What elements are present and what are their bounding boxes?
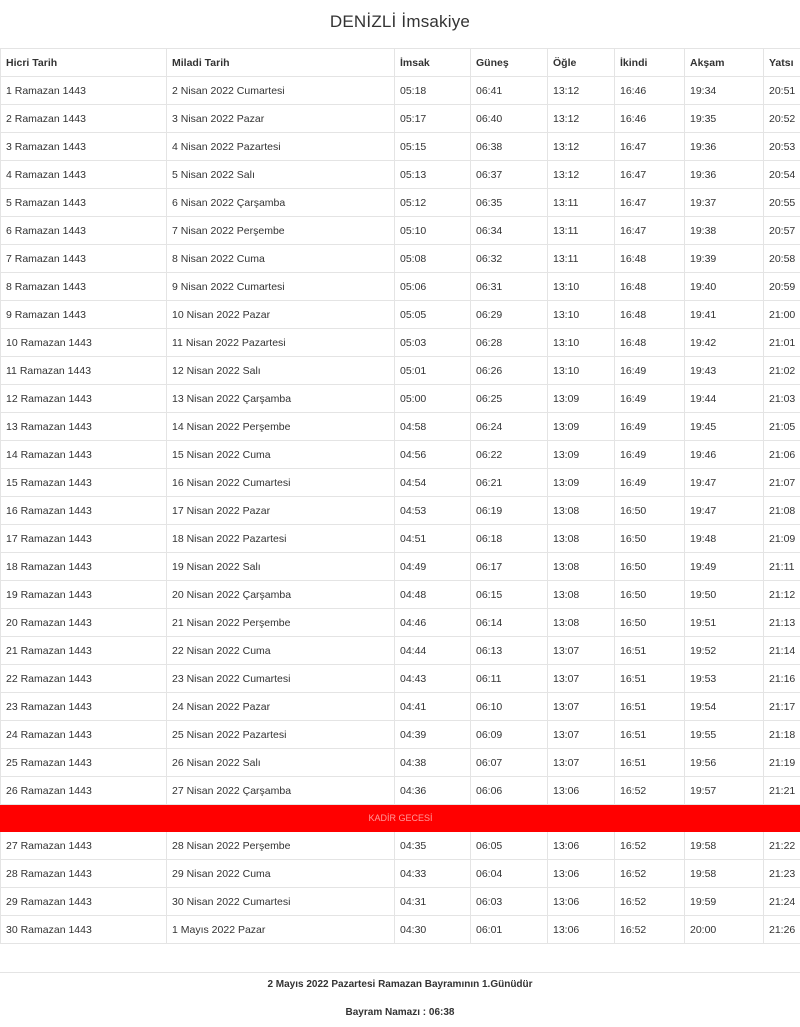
cell-ikindi: 16:49	[615, 441, 685, 469]
cell-imsak: 04:36	[395, 777, 471, 805]
cell-yatsi: 21:26	[764, 916, 800, 944]
cell-hicri: 20 Ramazan 1443	[1, 609, 167, 637]
cell-ogle: 13:07	[548, 721, 615, 749]
cell-yatsi: 21:18	[764, 721, 800, 749]
cell-miladi: 22 Nisan 2022 Cuma	[167, 637, 395, 665]
cell-yatsi: 20:51	[764, 77, 800, 105]
cell-miladi: 20 Nisan 2022 Çarşamba	[167, 581, 395, 609]
cell-ikindi: 16:49	[615, 413, 685, 441]
cell-yatsi: 21:23	[764, 860, 800, 888]
cell-gunes: 06:17	[471, 553, 548, 581]
table-row	[1, 469, 800, 497]
cell-gunes: 06:18	[471, 525, 548, 553]
cell-hicri: 9 Ramazan 1443	[1, 301, 167, 329]
cell-imsak: 04:56	[395, 441, 471, 469]
cell-miladi: 4 Nisan 2022 Pazartesi	[167, 133, 395, 161]
cell-gunes: 06:04	[471, 860, 548, 888]
cell-aksam: 19:55	[685, 721, 764, 749]
cell-imsak: 04:49	[395, 553, 471, 581]
cell-hicri: 11 Ramazan 1443	[1, 357, 167, 385]
cell-yatsi: 21:07	[764, 469, 800, 497]
cell-imsak: 05:06	[395, 273, 471, 301]
cell-miladi: 21 Nisan 2022 Perşembe	[167, 609, 395, 637]
cell-yatsi: 21:14	[764, 637, 800, 665]
cell-ogle: 13:10	[548, 357, 615, 385]
cell-ogle: 13:06	[548, 777, 615, 805]
table-row	[1, 497, 800, 525]
cell-gunes: 06:10	[471, 693, 548, 721]
bayram-namazi: Bayram Namazı : 06:38	[345, 1007, 455, 1018]
cell-yatsi: 21:08	[764, 497, 800, 525]
table-row	[1, 77, 800, 105]
table-body	[1, 77, 800, 944]
cell-miladi: 12 Nisan 2022 Salı	[167, 357, 395, 385]
cell-ikindi: 16:47	[615, 217, 685, 245]
cell-ikindi: 16:50	[615, 581, 685, 609]
cell-aksam: 19:47	[685, 497, 764, 525]
cell-hicri: 18 Ramazan 1443	[1, 553, 167, 581]
cell-imsak: 04:41	[395, 693, 471, 721]
cell-hicri: 14 Ramazan 1443	[1, 441, 167, 469]
table-row	[1, 413, 800, 441]
cell-hicri: 24 Ramazan 1443	[1, 721, 167, 749]
table-row	[1, 832, 800, 860]
cell-imsak: 05:05	[395, 301, 471, 329]
cell-hicri: 2 Ramazan 1443	[1, 105, 167, 133]
cell-imsak: 04:44	[395, 637, 471, 665]
cell-gunes: 06:03	[471, 888, 548, 916]
table-row	[1, 273, 800, 301]
page-title: DENİZLİ İmsakiye	[329, 12, 471, 31]
cell-hicri: 30 Ramazan 1443	[1, 916, 167, 944]
cell-miladi: 28 Nisan 2022 Perşembe	[167, 832, 395, 860]
cell-imsak: 05:01	[395, 357, 471, 385]
cell-ikindi: 16:48	[615, 301, 685, 329]
cell-yatsi: 21:22	[764, 832, 800, 860]
cell-hicri: 15 Ramazan 1443	[1, 469, 167, 497]
cell-imsak: 04:53	[395, 497, 471, 525]
cell-gunes: 06:13	[471, 637, 548, 665]
cell-imsak: 04:58	[395, 413, 471, 441]
cell-hicri: 7 Ramazan 1443	[1, 245, 167, 273]
cell-ogle: 13:06	[548, 860, 615, 888]
column-header-ogle: Öğle	[548, 49, 615, 77]
cell-ikindi: 16:52	[615, 832, 685, 860]
table-row	[1, 385, 800, 413]
cell-aksam: 19:42	[685, 329, 764, 357]
cell-aksam: 19:58	[685, 860, 764, 888]
cell-ogle: 13:09	[548, 413, 615, 441]
cell-gunes: 06:06	[471, 777, 548, 805]
cell-yatsi: 20:52	[764, 105, 800, 133]
table-row	[1, 721, 800, 749]
table-row	[1, 916, 800, 944]
cell-miladi: 5 Nisan 2022 Salı	[167, 161, 395, 189]
cell-imsak: 04:39	[395, 721, 471, 749]
table-row	[1, 888, 800, 916]
cell-miladi: 9 Nisan 2022 Cumartesi	[167, 273, 395, 301]
cell-ogle: 13:09	[548, 469, 615, 497]
cell-imsak: 04:54	[395, 469, 471, 497]
cell-gunes: 06:22	[471, 441, 548, 469]
cell-gunes: 06:26	[471, 357, 548, 385]
cell-miladi: 25 Nisan 2022 Pazartesi	[167, 721, 395, 749]
cell-ikindi: 16:46	[615, 77, 685, 105]
cell-gunes: 06:37	[471, 161, 548, 189]
cell-imsak: 04:38	[395, 749, 471, 777]
table-row	[1, 665, 800, 693]
table-row	[1, 637, 800, 665]
cell-ikindi: 16:50	[615, 609, 685, 637]
table-row	[1, 749, 800, 777]
column-header-gunes: Güneş	[471, 49, 548, 77]
cell-ikindi: 16:52	[615, 888, 685, 916]
cell-ogle: 13:10	[548, 301, 615, 329]
cell-yatsi: 20:59	[764, 273, 800, 301]
cell-aksam: 19:52	[685, 637, 764, 665]
cell-yatsi: 21:11	[764, 553, 800, 581]
bayram-note: 2 Mayıs 2022 Pazartesi Ramazan Bayramının 1.Günüdür	[0, 972, 800, 990]
cell-aksam: 19:45	[685, 413, 764, 441]
cell-yatsi: 21:12	[764, 581, 800, 609]
cell-hicri: 29 Ramazan 1443	[1, 888, 167, 916]
cell-yatsi: 21:01	[764, 329, 800, 357]
cell-hicri: 28 Ramazan 1443	[1, 860, 167, 888]
cell-miladi: 18 Nisan 2022 Pazartesi	[167, 525, 395, 553]
cell-hicri: 16 Ramazan 1443	[1, 497, 167, 525]
cell-imsak: 05:10	[395, 217, 471, 245]
cell-ogle: 13:07	[548, 665, 615, 693]
cell-ikindi: 16:50	[615, 497, 685, 525]
cell-imsak: 05:18	[395, 77, 471, 105]
cell-gunes: 06:25	[471, 385, 548, 413]
cell-ogle: 13:10	[548, 329, 615, 357]
cell-ikindi: 16:50	[615, 525, 685, 553]
column-header-miladi: Miladi Tarih	[167, 49, 395, 77]
cell-hicri: 12 Ramazan 1443	[1, 385, 167, 413]
table-row	[1, 693, 800, 721]
cell-gunes: 06:32	[471, 245, 548, 273]
cell-aksam: 19:41	[685, 301, 764, 329]
cell-imsak: 05:15	[395, 133, 471, 161]
cell-ogle: 13:06	[548, 916, 615, 944]
cell-ogle: 13:12	[548, 133, 615, 161]
cell-ikindi: 16:51	[615, 693, 685, 721]
cell-gunes: 06:24	[471, 413, 548, 441]
cell-ikindi: 16:52	[615, 916, 685, 944]
cell-ogle: 13:06	[548, 888, 615, 916]
cell-aksam: 19:51	[685, 609, 764, 637]
cell-yatsi: 20:54	[764, 161, 800, 189]
cell-yatsi: 21:13	[764, 609, 800, 637]
cell-yatsi: 21:06	[764, 441, 800, 469]
cell-gunes: 06:11	[471, 665, 548, 693]
cell-ogle: 13:09	[548, 441, 615, 469]
cell-miladi: 27 Nisan 2022 Çarşamba	[167, 777, 395, 805]
cell-gunes: 06:41	[471, 77, 548, 105]
cell-hicri: 22 Ramazan 1443	[1, 665, 167, 693]
column-header-ikindi: İkindi	[615, 49, 685, 77]
cell-miladi: 26 Nisan 2022 Salı	[167, 749, 395, 777]
cell-imsak: 04:35	[395, 832, 471, 860]
cell-aksam: 19:49	[685, 553, 764, 581]
cell-gunes: 06:34	[471, 217, 548, 245]
cell-gunes: 06:38	[471, 133, 548, 161]
table-row	[1, 777, 800, 805]
cell-hicri: 5 Ramazan 1443	[1, 189, 167, 217]
cell-miladi: 17 Nisan 2022 Pazar	[167, 497, 395, 525]
cell-aksam: 19:36	[685, 133, 764, 161]
table-row	[1, 301, 800, 329]
cell-ikindi: 16:48	[615, 329, 685, 357]
cell-hicri: 10 Ramazan 1443	[1, 329, 167, 357]
cell-aksam: 19:48	[685, 525, 764, 553]
cell-ogle: 13:12	[548, 105, 615, 133]
kadir-gecesi-label: KADİR GECESİ	[1, 805, 800, 832]
column-header-aksam: Akşam	[685, 49, 764, 77]
cell-ikindi: 16:51	[615, 749, 685, 777]
cell-miladi: 15 Nisan 2022 Cuma	[167, 441, 395, 469]
cell-aksam: 19:53	[685, 665, 764, 693]
kadir-gecesi-row	[1, 805, 800, 832]
cell-ikindi: 16:47	[615, 161, 685, 189]
cell-imsak: 05:08	[395, 245, 471, 273]
cell-imsak: 05:17	[395, 105, 471, 133]
cell-yatsi: 21:17	[764, 693, 800, 721]
cell-aksam: 19:46	[685, 441, 764, 469]
cell-aksam: 19:56	[685, 749, 764, 777]
cell-ikindi: 16:49	[615, 385, 685, 413]
table-row	[1, 441, 800, 469]
cell-ogle: 13:08	[548, 497, 615, 525]
cell-imsak: 05:03	[395, 329, 471, 357]
cell-aksam: 20:00	[685, 916, 764, 944]
imsakiye-table	[0, 48, 800, 944]
cell-ikindi: 16:46	[615, 105, 685, 133]
cell-miladi: 13 Nisan 2022 Çarşamba	[167, 385, 395, 413]
table-row	[1, 217, 800, 245]
cell-ikindi: 16:51	[615, 721, 685, 749]
table-row	[1, 245, 800, 273]
cell-miladi: 3 Nisan 2022 Pazar	[167, 105, 395, 133]
cell-miladi: 1 Mayıs 2022 Pazar	[167, 916, 395, 944]
cell-miladi: 7 Nisan 2022 Perşembe	[167, 217, 395, 245]
cell-ogle: 13:12	[548, 77, 615, 105]
cell-ogle: 13:11	[548, 189, 615, 217]
cell-ikindi: 16:47	[615, 189, 685, 217]
cell-aksam: 19:54	[685, 693, 764, 721]
cell-ogle: 13:12	[548, 161, 615, 189]
cell-ikindi: 16:52	[615, 777, 685, 805]
table-header-row	[1, 49, 800, 77]
table-row	[1, 609, 800, 637]
cell-yatsi: 20:55	[764, 189, 800, 217]
cell-hicri: 8 Ramazan 1443	[1, 273, 167, 301]
cell-gunes: 06:40	[471, 105, 548, 133]
cell-miladi: 19 Nisan 2022 Salı	[167, 553, 395, 581]
cell-ogle: 13:10	[548, 273, 615, 301]
cell-miladi: 14 Nisan 2022 Perşembe	[167, 413, 395, 441]
cell-yatsi: 21:21	[764, 777, 800, 805]
cell-miladi: 10 Nisan 2022 Pazar	[167, 301, 395, 329]
cell-yatsi: 21:05	[764, 413, 800, 441]
cell-gunes: 06:07	[471, 749, 548, 777]
cell-imsak: 04:46	[395, 609, 471, 637]
cell-gunes: 06:05	[471, 832, 548, 860]
cell-aksam: 19:40	[685, 273, 764, 301]
cell-aksam: 19:44	[685, 385, 764, 413]
cell-imsak: 04:33	[395, 860, 471, 888]
cell-imsak: 04:31	[395, 888, 471, 916]
column-header-hicri: Hicri Tarih	[1, 49, 167, 77]
cell-ogle: 13:06	[548, 832, 615, 860]
cell-miladi: 2 Nisan 2022 Cumartesi	[167, 77, 395, 105]
cell-hicri: 3 Ramazan 1443	[1, 133, 167, 161]
cell-ogle: 13:11	[548, 245, 615, 273]
cell-gunes: 06:29	[471, 301, 548, 329]
cell-aksam: 19:59	[685, 888, 764, 916]
table-row	[1, 105, 800, 133]
table-row	[1, 581, 800, 609]
cell-miladi: 6 Nisan 2022 Çarşamba	[167, 189, 395, 217]
cell-ikindi: 16:48	[615, 245, 685, 273]
cell-imsak: 04:43	[395, 665, 471, 693]
cell-yatsi: 20:57	[764, 217, 800, 245]
cell-yatsi: 21:00	[764, 301, 800, 329]
cell-gunes: 06:19	[471, 497, 548, 525]
cell-aksam: 19:57	[685, 777, 764, 805]
table-row	[1, 553, 800, 581]
cell-hicri: 25 Ramazan 1443	[1, 749, 167, 777]
cell-aksam: 19:38	[685, 217, 764, 245]
cell-hicri: 26 Ramazan 1443	[1, 777, 167, 805]
cell-gunes: 06:01	[471, 916, 548, 944]
table-row	[1, 357, 800, 385]
cell-ikindi: 16:50	[615, 553, 685, 581]
cell-imsak: 05:00	[395, 385, 471, 413]
cell-hicri: 27 Ramazan 1443	[1, 832, 167, 860]
cell-gunes: 06:35	[471, 189, 548, 217]
table-row	[1, 525, 800, 553]
cell-imsak: 04:30	[395, 916, 471, 944]
cell-hicri: 13 Ramazan 1443	[1, 413, 167, 441]
cell-gunes: 06:21	[471, 469, 548, 497]
cell-hicri: 19 Ramazan 1443	[1, 581, 167, 609]
cell-aksam: 19:36	[685, 161, 764, 189]
cell-yatsi: 21:03	[764, 385, 800, 413]
cell-miladi: 23 Nisan 2022 Cumartesi	[167, 665, 395, 693]
cell-hicri: 4 Ramazan 1443	[1, 161, 167, 189]
cell-aksam: 19:43	[685, 357, 764, 385]
cell-ogle: 13:08	[548, 525, 615, 553]
table-row	[1, 329, 800, 357]
cell-imsak: 05:13	[395, 161, 471, 189]
cell-miladi: 24 Nisan 2022 Pazar	[167, 693, 395, 721]
cell-ikindi: 16:51	[615, 665, 685, 693]
table-row	[1, 161, 800, 189]
cell-hicri: 23 Ramazan 1443	[1, 693, 167, 721]
cell-aksam: 19:58	[685, 832, 764, 860]
cell-gunes: 06:14	[471, 609, 548, 637]
cell-hicri: 21 Ramazan 1443	[1, 637, 167, 665]
cell-ikindi: 16:49	[615, 469, 685, 497]
cell-ogle: 13:08	[548, 553, 615, 581]
cell-ogle: 13:11	[548, 217, 615, 245]
cell-miladi: 11 Nisan 2022 Pazartesi	[167, 329, 395, 357]
cell-ikindi: 16:47	[615, 133, 685, 161]
table-row	[1, 133, 800, 161]
cell-ogle: 13:07	[548, 749, 615, 777]
cell-miladi: 30 Nisan 2022 Cumartesi	[167, 888, 395, 916]
cell-aksam: 19:39	[685, 245, 764, 273]
cell-ogle: 13:07	[548, 637, 615, 665]
cell-miladi: 16 Nisan 2022 Cumartesi	[167, 469, 395, 497]
cell-yatsi: 21:09	[764, 525, 800, 553]
cell-gunes: 06:15	[471, 581, 548, 609]
cell-miladi: 29 Nisan 2022 Cuma	[167, 860, 395, 888]
cell-hicri: 1 Ramazan 1443	[1, 77, 167, 105]
cell-hicri: 17 Ramazan 1443	[1, 525, 167, 553]
cell-aksam: 19:37	[685, 189, 764, 217]
cell-gunes: 06:28	[471, 329, 548, 357]
cell-aksam: 19:47	[685, 469, 764, 497]
cell-yatsi: 20:53	[764, 133, 800, 161]
cell-yatsi: 21:19	[764, 749, 800, 777]
cell-aksam: 19:50	[685, 581, 764, 609]
cell-imsak: 04:48	[395, 581, 471, 609]
table-row	[1, 189, 800, 217]
table-row	[1, 860, 800, 888]
cell-ikindi: 16:52	[615, 860, 685, 888]
cell-yatsi: 21:02	[764, 357, 800, 385]
cell-yatsi: 21:16	[764, 665, 800, 693]
cell-ogle: 13:08	[548, 581, 615, 609]
cell-ikindi: 16:49	[615, 357, 685, 385]
cell-imsak: 04:51	[395, 525, 471, 553]
cell-ogle: 13:08	[548, 609, 615, 637]
cell-aksam: 19:35	[685, 105, 764, 133]
cell-miladi: 8 Nisan 2022 Cuma	[167, 245, 395, 273]
cell-yatsi: 20:58	[764, 245, 800, 273]
cell-gunes: 06:09	[471, 721, 548, 749]
cell-hicri: 6 Ramazan 1443	[1, 217, 167, 245]
cell-ogle: 13:07	[548, 693, 615, 721]
column-header-imsak: İmsak	[395, 49, 471, 77]
cell-aksam: 19:34	[685, 77, 764, 105]
cell-yatsi: 21:24	[764, 888, 800, 916]
cell-ogle: 13:09	[548, 385, 615, 413]
cell-ikindi: 16:51	[615, 637, 685, 665]
column-header-yatsi: Yatsı	[764, 49, 800, 77]
cell-gunes: 06:31	[471, 273, 548, 301]
cell-ikindi: 16:48	[615, 273, 685, 301]
cell-imsak: 05:12	[395, 189, 471, 217]
